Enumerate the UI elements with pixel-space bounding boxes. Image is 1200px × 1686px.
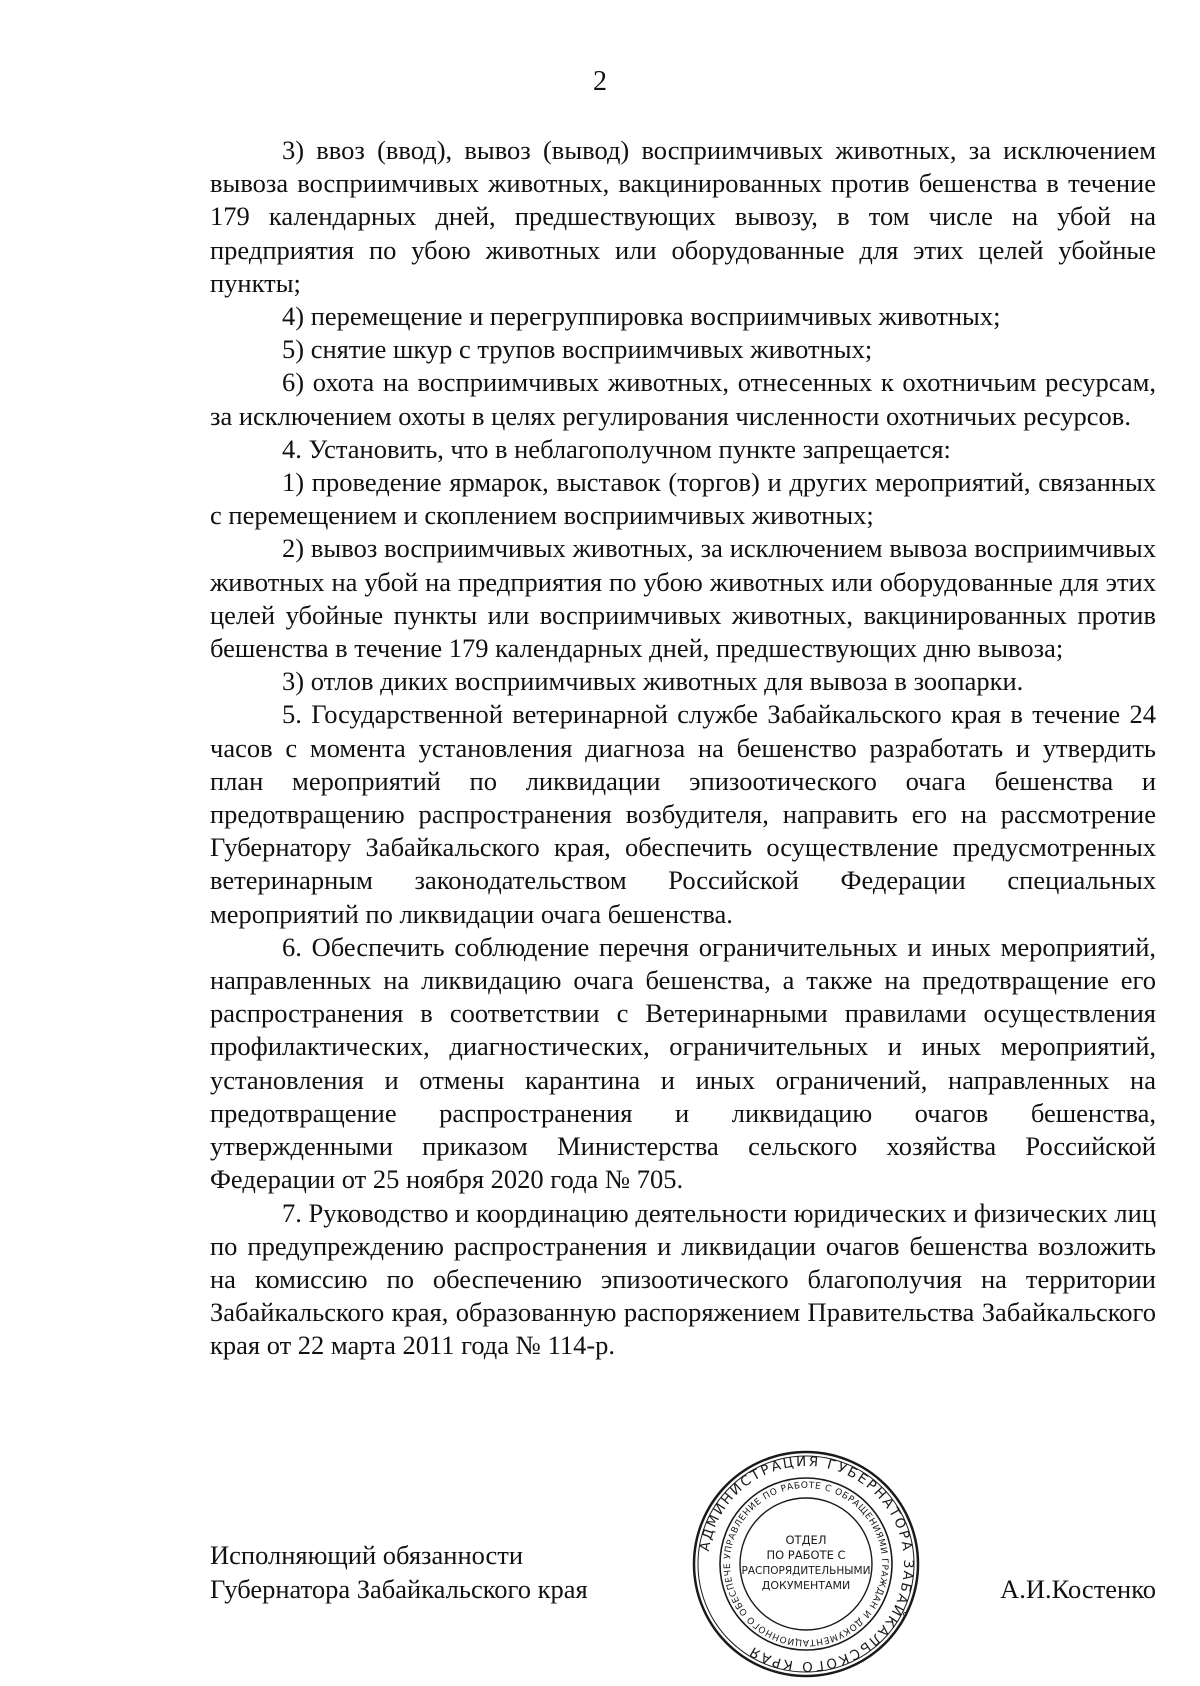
official-stamp: [690, 1448, 922, 1680]
paragraph-item-3-6: 6) охота на восприимчивых животных, отнесенных к охотничьим ресурсам, за исключением охоты в целях регулирования численности охотничьих ресурсов.: [210, 367, 1156, 431]
stamp-seal-icon: [690, 1448, 922, 1680]
stamp-center-line1: ОТДЕЛ: [785, 1533, 827, 1547]
signature-block: [210, 1538, 1156, 1618]
paragraph-item-3-5: 5) снятие шкур с трупов восприимчивых животных;: [282, 334, 873, 365]
paragraph-section-6: 6. Обеспечить соблюдение перечня ограничительных и иных мероприятий, направленных на ликвидацию очага бешенства, а также на предотвращение его распространения в соответствии с Ветеринарными правилами осуществления профилактических, диагностических, ограничительных и иных мероприятий, установления и отмены карантина и иных ограничений, направленных на предотвращение распространения и ликвидацию очагов бешенства, утвержденными приказом Министерства сельского хозяйства Российской Федерации от 25 ноября 2020 года № 705.: [210, 931, 1156, 1195]
paragraph-item-4-2: 2) вывоз восприимчивых животных, за исключением вывоза восприимчивых животных на убой на предприятия по убою животных или оборудованные для этих целей убойные пункты или восприимчивых животных, вакцинированных против бешенства в течение 179 календарных дней, предшествующих дню вывоза;: [210, 533, 1156, 664]
stamp-center-line3: РАСПОРЯДИТЕЛЬНЫМИ: [741, 1565, 871, 1577]
document-body: [210, 134, 1156, 1363]
paragraph-item-3-4: 4) перемещение и перегруппировка восприимчивых животных;: [282, 301, 1001, 332]
signatory-position-line2: Губернатора Забайкальского края: [210, 1574, 588, 1604]
stamp-center-line2: ПО РАБОТЕ С: [766, 1548, 846, 1562]
paragraph-section-4: 4. Установить, что в неблагополучном пункте запрещается:: [282, 433, 951, 464]
stamp-center-line4: ДОКУМЕНТАМИ: [761, 1579, 851, 1592]
signatory-position: [210, 1538, 588, 1606]
paragraph-item-4-3: 3) отлов диких восприимчивых животных для вывоза в зоопарки.: [282, 666, 1024, 697]
signatory-name: А.И.Костенко: [1000, 1574, 1156, 1604]
paragraph-section-5: 5. Государственной ветеринарной службе Забайкальского края в течение 24 часов с момента установления диагноза на бешенство разработать и утвердить план мероприятий по ликвидации эпизоотического очага бешенства и предотвращению распространения возбудителя, направить его на рассмотрение Губернатору Забайкальского края, обеспечить осуществление предусмотренных ветеринарным законодательством Российской Федерации специальных мероприятий по ликвидации очага бешенства.: [210, 699, 1156, 929]
paragraph-section-7: 7. Руководство и координацию деятельности юридических и физических лиц по предупреждению распространения и ликвидации очагов бешенства возложить на комиссию по обеспечению эпизоотического благополучия на территории Забайкальского края, образованную распоряжением Правительства Забайкальского края от 22 марта 2011 года № 114-р.: [210, 1197, 1156, 1361]
stamp-outer-text: АДМИНИСТРАЦИЯ ГУБЕРНАТОРА ЗАБАЙКАЛЬСКОГО КРАЯ: [696, 1453, 917, 1675]
stamp-inner-text: УПРАВЛЕНИЕ ПО РАБОТЕ С ОБРАЩЕНИЯМИ ГРАЖДАН И ДОКУМЕНТАЦИОННОГО ОБЕСПЕЧЕ: [722, 1480, 890, 1648]
paragraph-item-4-1: 1) проведение ярмарок, выставок (торгов) и других мероприятий, связанных с перемещением и скоплением восприимчивых животных;: [210, 467, 1156, 531]
page-number: 2: [593, 66, 607, 97]
paragraph-item-3-1: 3) ввоз (ввод), вывоз (вывод) восприимчивых животных, за исключением вывоза восприимчивых животных, вакцинированных против бешенства в течение 179 календарных дней, предшествующих вывозу, в том числе на убой на предприятия по убою животных или оборудованные для этих целей убойные пункты;: [210, 135, 1156, 298]
signatory-position-line1: Исполняющий обязанности: [210, 1540, 524, 1570]
